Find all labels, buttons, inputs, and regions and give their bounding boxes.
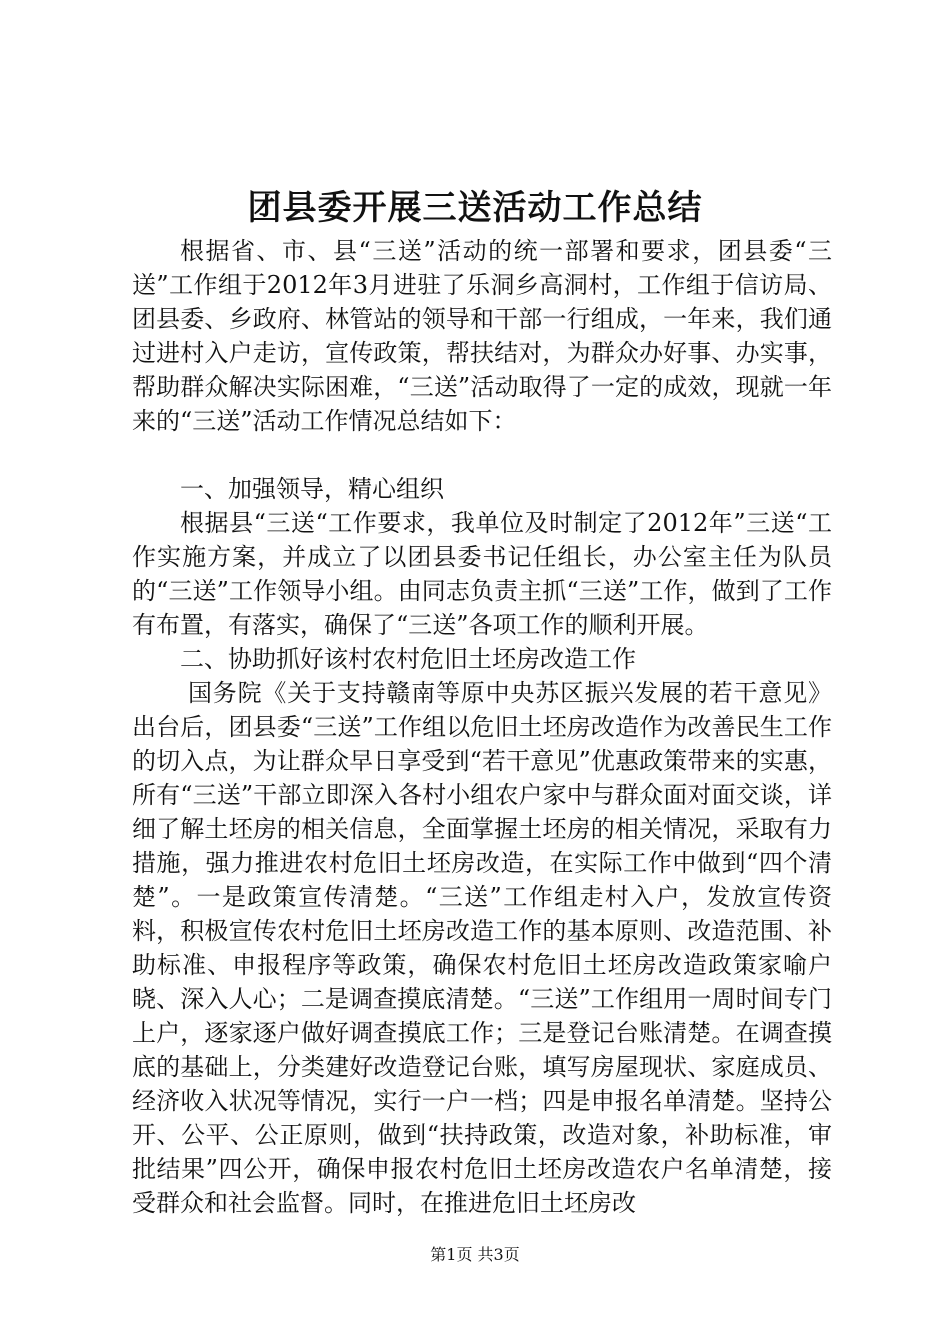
- intro-paragraph: 根据省、市、县“三送”活动的统一部署和要求，团县委“三送”工作组于2012年3月进驻了乐洞乡高洞村，工作组于信访局、团县委、乡政府、林管站的领导和干部一行组成，一年来，我们通过进村入户走访，宣传政策，帮扶结对，为群众办好事、办实事，帮助群众解决实际困难，“三送”活动取得了一定的成效，现就一年来的“三送”活动工作情况总结如下：: [132, 237, 832, 435]
- section-heading-2: 二、协助抓好该村农村危旧土坯房改造工作: [180, 645, 636, 673]
- section-paragraph-1: 根据县“三送“工作要求，我单位及时制定了2012年”三送“工作实施方案，并成立了以团县委书记任组长，办公室主任为队员的“三送”工作领导小组。由同志负责主抓“三送”工作，做到了工作有布置，有落实，确保了“三送”各项工作的顺利开展。: [132, 509, 832, 639]
- document-title: 团县委开展三送活动工作总结: [247, 188, 703, 228]
- page-indicator: 第1页 共3页: [430, 1245, 520, 1264]
- section-heading-1: 一、加强领导，精心组织: [180, 475, 444, 503]
- section-paragraph-2: 国务院《关于支持赣南等原中央苏区振兴发展的若干意见》出台后，团县委“三送”工作组以危旧土坯房改造作为改善民生工作的切入点，为让群众早日享受到“若干意见”优惠政策带来的实惠，所有“三送”干部立即深入各村小组农户家中与群众面对面交谈，详细了解土坯房的相关信息，全面掌握土坯房的相关情况，采取有力措施，强力推进农村危旧土坯房改造，在实际工作中做到“四个清楚”。一是政策宣传清楚。“三送”工作组走村入户，发放宣传资料，积极宣传农村危旧土坯房改造工作的基本原则、改造范围、补助标准、申报程序等政策，确保农村危旧土坯房改造政策家喻户晓、深入人心；二是调查摸底清楚。“三送”工作组用一周时间专门上户，逐家逐户做好调查摸底工作；三是登记台账清楚。在调查摸底的基础上，分类建好改造登记台账，填写房屋现状、家庭成员、经济收入状况等情况，实行一户一档；四是申报名单清楚。坚持公开、公平、公正原则，做到“扶持政策，改造对象，补助标准，审批结果”四公开，确保申报农村危旧土坯房改造农户名单清楚，接受群众和社会监督。同时，在推进危旧土坯房改: [132, 679, 832, 1217]
- document-body: [132, 234, 832, 1220]
